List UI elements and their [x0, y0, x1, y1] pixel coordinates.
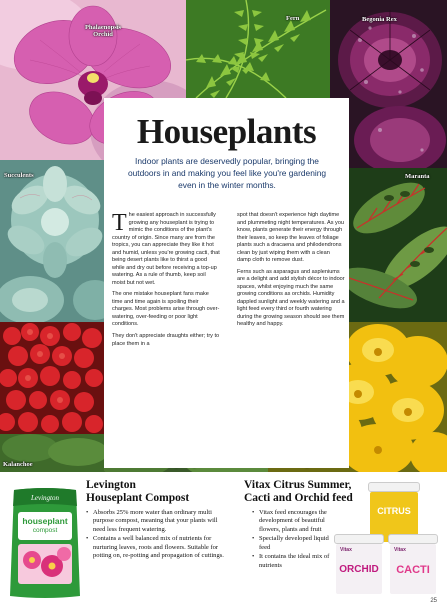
drop-cap: T: [112, 210, 127, 236]
bullet-item: • Absorbs 25% more water than ordinary multi purpose compost, meaning that your plants will need less frequent watering.: [86, 509, 226, 535]
compost-bag-graphic: [8, 486, 82, 600]
tub-lid: [388, 534, 438, 544]
product-levington: [86, 479, 226, 604]
tub-label: CITRUS: [377, 506, 411, 516]
bullet-item: • Contains a well balanced mix of nutrients for nurturing leaves, roots and flowers. Suitable for potting on, re-potting and propagation of cuttings.: [86, 535, 226, 561]
product-title-line: Vitax Citrus Summer,: [244, 479, 352, 491]
paragraph: They don't appreciate draughts either; try to place them in a: [112, 332, 220, 347]
tub-brand: Vitax: [340, 547, 352, 553]
succulent-illustration: [0, 160, 104, 322]
paragraph: The one mistake houseplant fans make time and time again is spoiling their charges. Most problems arise through over-watering, over-feeding or poor light conditions.: [112, 291, 220, 328]
photo-succulents: [0, 160, 104, 322]
label-fern: Fern: [286, 15, 300, 22]
label-phalaenopsis: Phalaenopsis Orchid: [84, 24, 122, 39]
bullet-item: • Vitax feed encourages the development of beautiful flowers, plants and fruit: [252, 509, 330, 535]
lead-paragraph: Indoor plants are deservedly popular, bringing the outdoors in and making you feel like you're gardening even in the winter months.: [127, 156, 327, 190]
compost-bag-image: [8, 486, 82, 600]
vitax-tubs-image: [334, 482, 440, 596]
label-kalanchoe: Kalanchoe: [3, 461, 33, 468]
citrus-tub: [368, 482, 420, 542]
bullet-item: • It contains the ideal mix of nutrients: [252, 553, 330, 570]
orchid-tub: [334, 534, 384, 594]
page-number: 25: [430, 598, 437, 604]
tub-label: ORCHID: [339, 564, 379, 575]
fern-illustration: [186, 0, 330, 98]
photo-maranta: [349, 168, 447, 322]
tub-lid: [368, 482, 420, 492]
cacti-tub: [388, 534, 438, 594]
kalanchoe-illustration: [0, 322, 104, 472]
product-title-line: Levington: [86, 479, 136, 491]
article-column-left: [112, 212, 220, 352]
page-title: Houseplants: [136, 112, 317, 151]
bag-subname: compost: [32, 527, 58, 534]
product-bullets: [86, 509, 226, 561]
paragraph-text: he easiest approach in successfully growing any houseplant is trying to mimic the conditions of the plant's country of origin. Since many are from the tropics, you can appreciate they like it hot and humid, unless you're growing cacti, that being desert plants like to thirst a good while and dry out before receiving a top-up watering. As a rule of thumb, keep soil moist but not wet.: [112, 212, 220, 286]
paragraph: spot that doesn't experience high daytime and plummeting night temperatures. As you know, plants generate their energy through their leaves, so keep the leaves of foliage plants such a dracaena and philodendrons clean by just wiping them with a clean damp cloth to remove dust.: [237, 212, 344, 264]
label-maranta: Maranta: [405, 173, 430, 180]
product-bullets: [252, 509, 330, 571]
tub-lid: [334, 534, 384, 544]
tub-label: CACTI: [396, 564, 430, 576]
article-column-right: [237, 212, 345, 333]
tub-brand: Vitax: [394, 547, 406, 553]
bag-brand: Levington: [31, 494, 59, 502]
article-panel: [104, 98, 349, 468]
product-title: [86, 479, 226, 505]
label-succulents: Succulents: [4, 172, 34, 179]
photo-kalanchoe: [0, 322, 104, 472]
bag-name: houseplant: [22, 516, 68, 526]
product-title-line: Houseplant Compost: [86, 491, 190, 504]
bullet-item: • Specially developed liquid feed: [252, 535, 330, 552]
maranta-illustration: [349, 168, 447, 322]
paragraph: Ferns such as asparagus and aspleniums are a delight and add stylish décor to indoor spaces, whilst enjoying much the same growing conditions as orchids. Humidity dappled sunlight and weekly watering and a light feed every third or fourth watering during the growing season should see them healthy and happy.: [237, 268, 345, 328]
paragraph: [112, 212, 220, 287]
photo-fern: [186, 0, 330, 98]
label-begonia-rex: Begonia Rex: [362, 16, 397, 23]
product-title-line: Cacti and Orchid feed: [244, 491, 353, 504]
